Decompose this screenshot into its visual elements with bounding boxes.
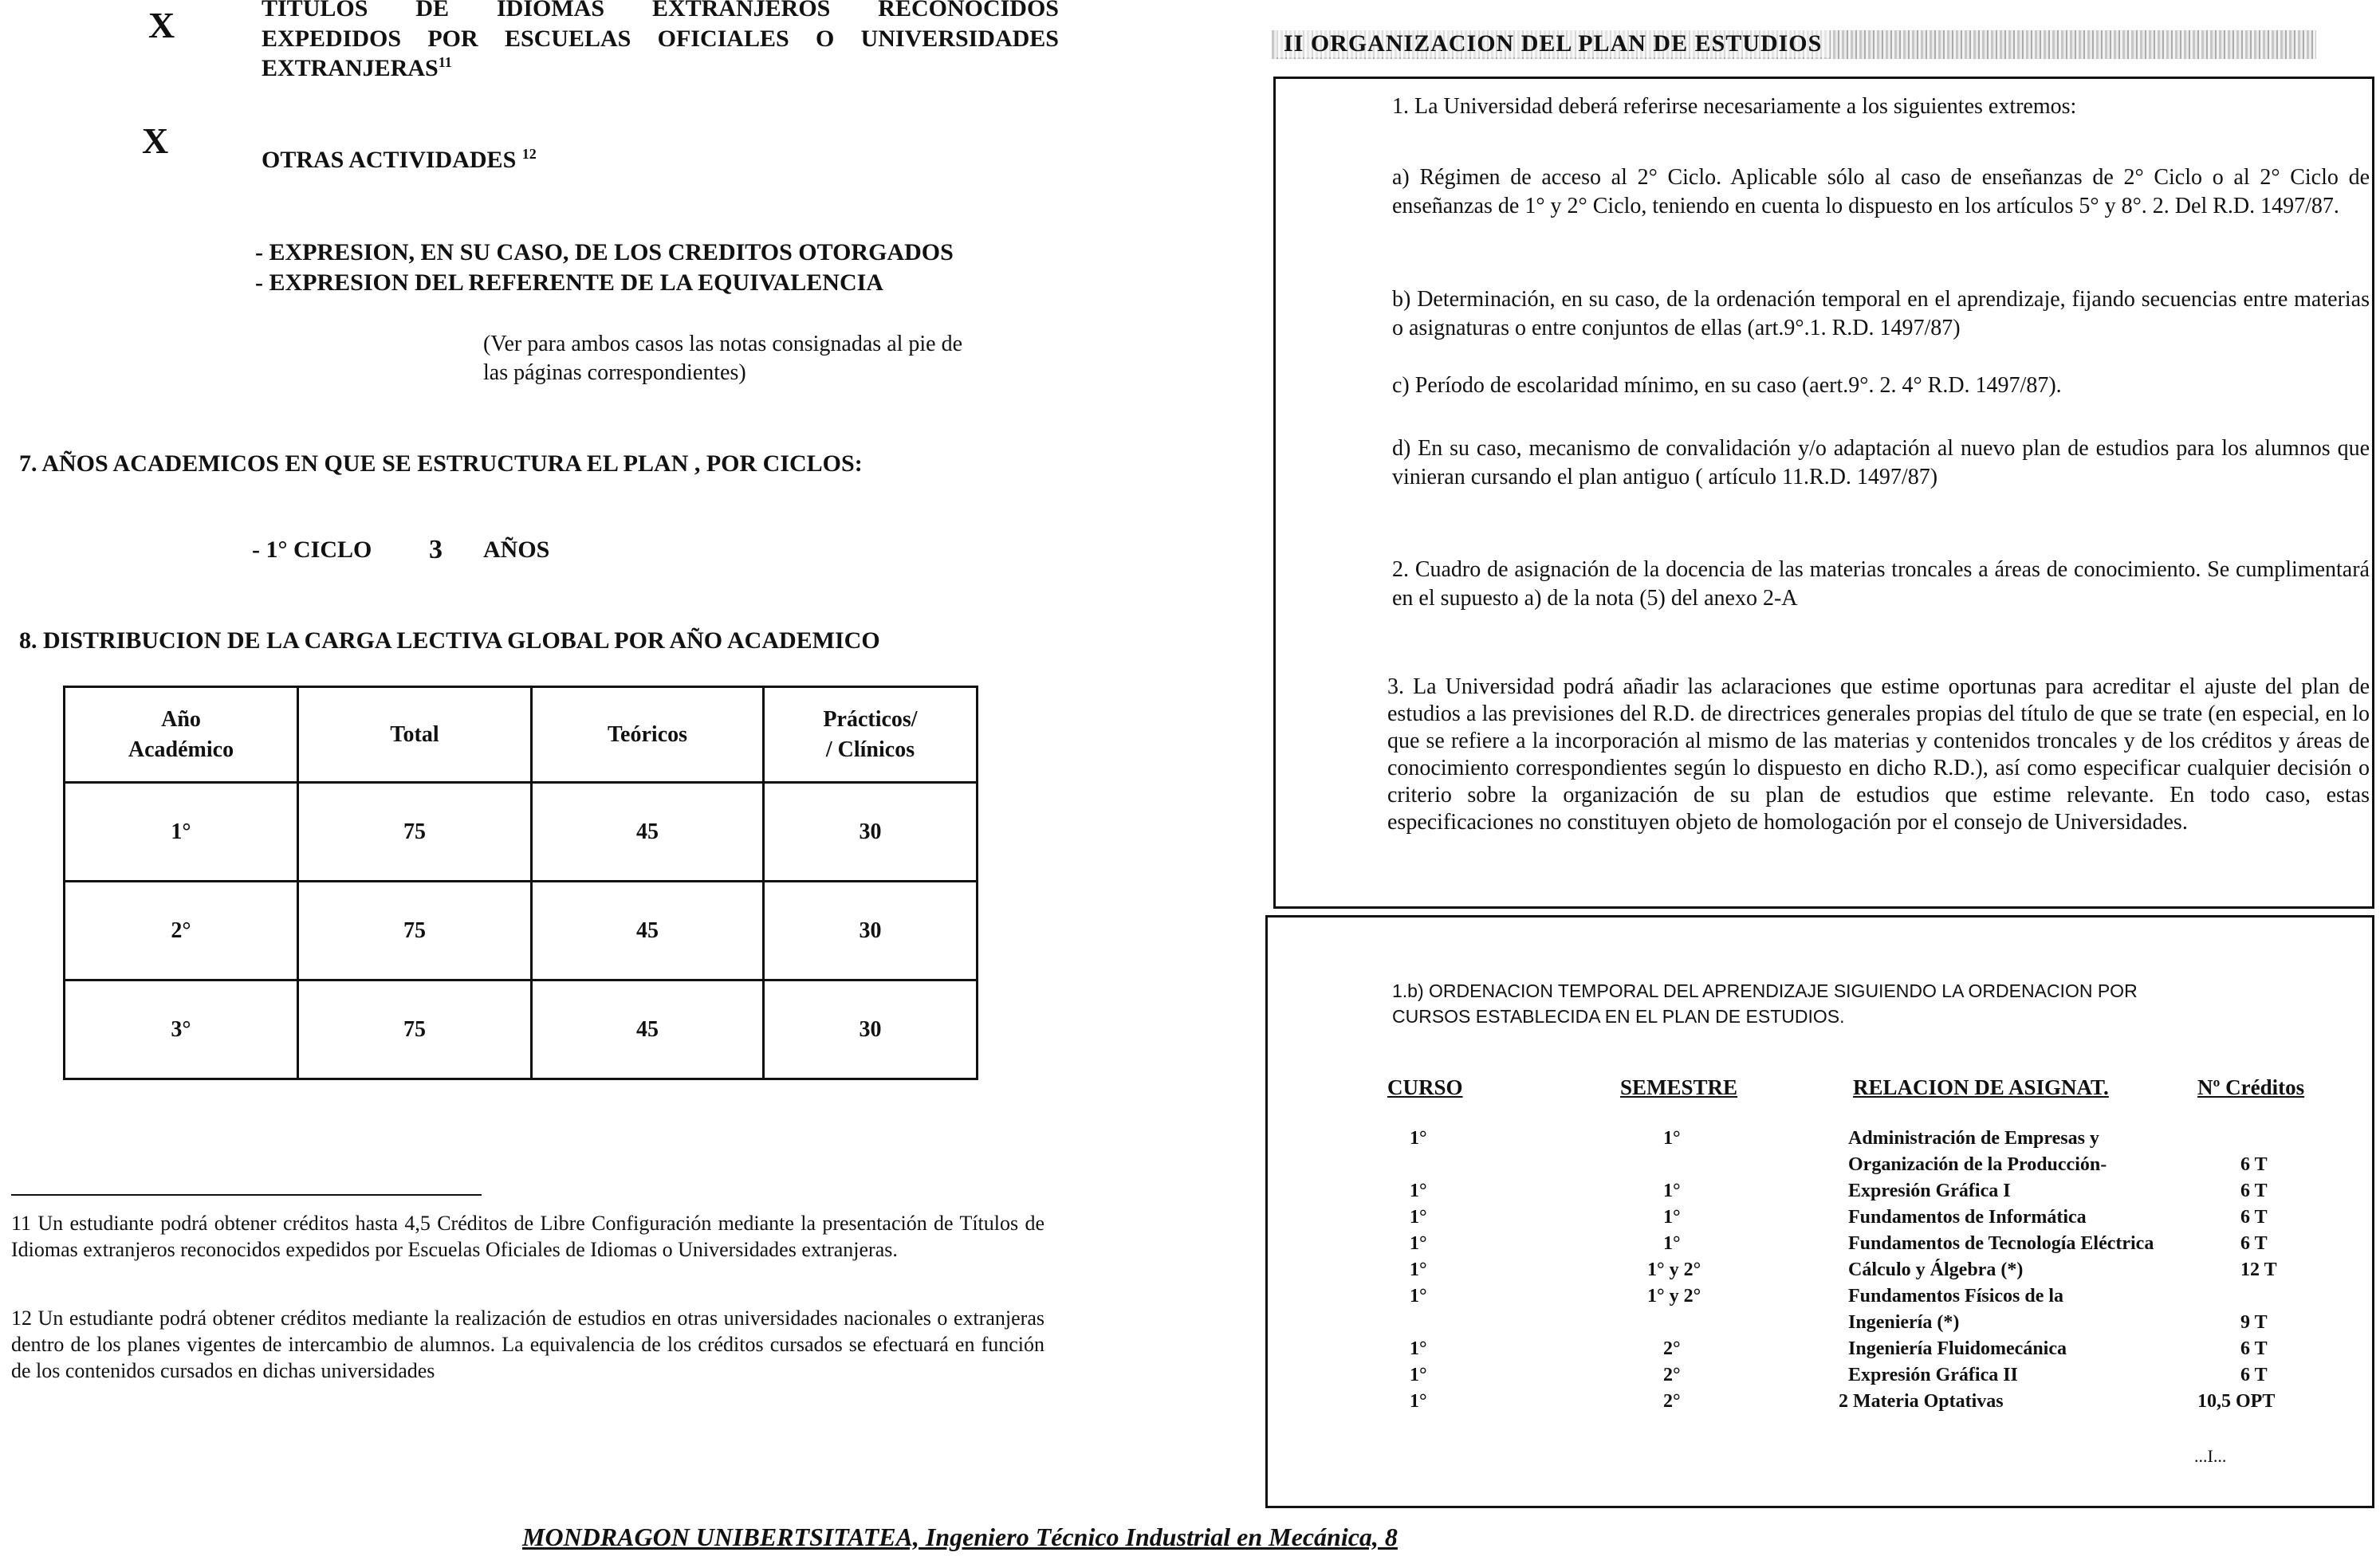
item-titulos-line3: EXTRANJERAS xyxy=(262,55,439,81)
column-header: Prácticos/ / Clínicos xyxy=(764,687,978,783)
footnote-ref-12: 12 xyxy=(521,146,537,162)
table-cell: 45 xyxy=(532,783,764,882)
table-cell: 75 xyxy=(298,980,532,1079)
row-creditos: 9 T xyxy=(2240,1312,2268,1333)
column-header: Teóricos xyxy=(532,687,764,783)
table-cell: 75 xyxy=(298,783,532,882)
row-semestre: 1° xyxy=(1663,1128,1681,1149)
paragraph-2: 2. Cuadro de asignación de la docencia de las materias troncales a áreas de conocimiento. Se cumplimentará en el supuesto a) de la nota (5) del anexo 2-A xyxy=(1392,557,2370,611)
bullet-list xyxy=(255,238,954,298)
table-cell: 30 xyxy=(764,980,978,1079)
ordenacion-title-line: CURSOS ESTABLECIDA EN EL PLAN DE ESTUDIOS. xyxy=(1392,1006,1845,1027)
column-header-creditos: Nº Créditos xyxy=(2197,1075,2305,1099)
table-cell: 45 xyxy=(532,980,764,1079)
continuation-mark: ...I... xyxy=(2194,1446,2227,1466)
row-asignatura: Fundamentos Físicos de la xyxy=(1848,1286,2064,1307)
paragraph-d: d) En su caso, mecanismo de convalidación y/o adaptación al nuevo plan de estudios para los alumnos que vinieran cursando el plan antiguo ( artículo 11.R.D. 1497/87) xyxy=(1392,436,2370,489)
footnote-12: 12 Un estudiante podrá obtener créditos mediante la realización de estudios en otras universidades nacionales o extranjeras dentro de los planes vigentes de intercambio de alumnos. La equivalencia de los créditos cursados se efectuará en función de los contenidos cursados en dichas universidades xyxy=(11,1307,1044,1382)
column-header-asignatura: RELACION DE ASIGNAT. xyxy=(1853,1075,2109,1099)
schedule-header xyxy=(1387,1075,2368,1099)
row-curso: 1° xyxy=(1410,1207,1427,1228)
paragraph-1: 1. La Universidad deberá referirse necesariamente a los siguientes extremos: xyxy=(1392,94,2077,119)
item-titulos-line2: EXPEDIDOS POR ESCUELAS OFICIALES O UNIVERSIDADES xyxy=(262,25,1059,52)
row-semestre: 2° xyxy=(1663,1365,1681,1385)
row-creditos: 6 T xyxy=(2240,1181,2268,1201)
row-asignatura: Fundamentos de Informática xyxy=(1848,1207,2087,1228)
row-asignatura: Cálculo y Álgebra (*) xyxy=(1848,1259,2024,1280)
row-asignatura: Administración de Empresas y xyxy=(1848,1128,2099,1149)
bullet-item: - EXPRESION DEL REFERENTE DE LA EQUIVALENCIA xyxy=(255,269,883,296)
row-asignatura: 2 Materia Optativas xyxy=(1839,1391,2004,1412)
section-header: II ORGANIZACION DEL PLAN DE ESTUDIOS xyxy=(1276,30,1830,57)
section-7-title: 7. AÑOS ACADEMICOS EN QUE SE ESTRUCTURA EL PLAN , POR CICLOS: xyxy=(19,450,863,477)
ver-note-line: las páginas correspondientes) xyxy=(483,360,746,385)
row-curso: 1° xyxy=(1410,1365,1427,1385)
ciclo-label: - 1° CICLO xyxy=(252,536,372,563)
bullet-item: - EXPRESION, EN SU CASO, DE LOS CREDITOS OTORGADOS xyxy=(255,239,954,265)
row-semestre: 1° xyxy=(1663,1181,1681,1201)
table-row xyxy=(65,980,978,1079)
row-semestre: 2° xyxy=(1663,1338,1681,1359)
row-semestre: 1° xyxy=(1663,1233,1681,1254)
row-curso: 1° xyxy=(1410,1286,1427,1307)
row-creditos: 12 T xyxy=(2240,1259,2277,1280)
row-creditos: 10,5 OPT xyxy=(2197,1391,2276,1412)
ordenacion-title xyxy=(1392,978,2138,1029)
row-asignatura: Ingeniería Fluidomecánica xyxy=(1848,1338,2067,1359)
row-curso: 1° xyxy=(1410,1233,1427,1254)
paragraph-b: b) Determinación, en su caso, de la ordenación temporal en el aprendizaje, fijando secuencias entre materias o asignaturas o entre conjuntos de ellas (art.9°.1. R.D. 1497/87) xyxy=(1392,287,2370,340)
row-asignatura: Expresión Gráfica I xyxy=(1848,1181,2011,1201)
row-creditos: 6 T xyxy=(2240,1365,2268,1385)
row-asignatura: Ingeniería (*) xyxy=(1848,1312,1960,1333)
item-otras-label: OTRAS ACTIVIDADES xyxy=(262,147,517,173)
row-curso: 1° xyxy=(1410,1128,1427,1149)
ciclo-value: 3 xyxy=(429,535,443,564)
table-cell: 2° xyxy=(65,882,298,980)
row-curso: 1° xyxy=(1410,1391,1427,1412)
footnote-divider xyxy=(11,1194,482,1196)
row-semestre: 1° y 2° xyxy=(1647,1286,1701,1307)
carga-lectiva-table xyxy=(63,686,978,1080)
ver-note xyxy=(483,330,962,387)
row-semestre: 1° y 2° xyxy=(1647,1259,1701,1280)
row-curso: 1° xyxy=(1410,1181,1427,1201)
row-asignatura: Fundamentos de Tecnología Eléctrica xyxy=(1848,1233,2154,1254)
column-header: Total xyxy=(298,687,532,783)
ciclo-unit: AÑOS xyxy=(483,536,550,563)
table-row xyxy=(65,882,978,980)
table-cell: 3° xyxy=(65,980,298,1079)
schedule-body xyxy=(1387,1128,2376,1431)
row-curso: 1° xyxy=(1410,1338,1427,1359)
check-mark-icon: X xyxy=(142,120,169,161)
page-footer: MONDRAGON UNIBERTSITATEA, Ingeniero Técnico Industrial en Mecánica, 8 xyxy=(522,1523,1398,1551)
section-8-title: 8. DISTRIBUCION DE LA CARGA LECTIVA GLOBAL POR AÑO ACADEMICO xyxy=(19,627,880,654)
footnote-ref-11: 11 xyxy=(438,54,452,70)
ordenacion-title-line: 1.b) ORDENACION TEMPORAL DEL APRENDIZAJE SIGUIENDO LA ORDENACION POR xyxy=(1392,980,2138,1001)
row-creditos: 6 T xyxy=(2240,1233,2268,1254)
row-curso: 1° xyxy=(1410,1259,1427,1280)
row-asignatura: Organización de la Producción- xyxy=(1848,1154,2107,1175)
table-cell: 30 xyxy=(764,882,978,980)
item-titulos-line1: TITULOS DE IDIOMAS EXTRANJEROS RECONOCIDOS xyxy=(262,0,1059,22)
table-row xyxy=(65,783,978,882)
column-header-curso: CURSO xyxy=(1387,1075,1463,1099)
row-creditos: 6 T xyxy=(2240,1207,2268,1228)
item-otras-actividades xyxy=(262,146,537,174)
column-header-semestre: SEMESTRE xyxy=(1620,1075,1738,1099)
row-creditos: 6 T xyxy=(2240,1338,2268,1359)
paragraph-3: 3. La Universidad podrá añadir las aclaraciones que estime oportunas para acreditar el ajuste del plan de estudios a las previsiones del R.D. de directrices generales propias del título de que se trate (en especial, en lo que se refiere a la incorporación al mismo de las materias y contenidos troncales y de los créditos y áreas de conocimiento correspondientes según lo dispuesto en dicho R.D.), así como especificar cualquier decisión o criterio sobre la organización de su plan de estudios que estime relevante. En todo caso, estas especificaciones no constituyen objeto de homologación por el consejo de Universidades. xyxy=(1387,674,2370,835)
item-titulos xyxy=(262,0,1059,84)
column-header: Año Académico xyxy=(65,687,298,783)
row-semestre: 2° xyxy=(1663,1391,1681,1412)
table-cell: 45 xyxy=(532,882,764,980)
table-cell: 1° xyxy=(65,783,298,882)
row-creditos: 6 T xyxy=(2240,1154,2268,1175)
table-cell: 75 xyxy=(298,882,532,980)
paragraph-c: c) Período de escolaridad mínimo, en su caso (aert.9°. 2. 4° R.D. 1497/87). xyxy=(1392,373,2062,398)
ver-note-line: (Ver para ambos casos las notas consignadas al pie de xyxy=(483,332,963,356)
footnote-11: 11 Un estudiante podrá obtener créditos hasta 4,5 Créditos de Libre Configuración mediante la presentación de Títulos de Idiomas extranjeros reconocidos expedidos por Escuelas Oficiales de Idiomas o Universidades extranjeras. xyxy=(11,1212,1044,1261)
table-cell: 30 xyxy=(764,783,978,882)
paragraph-a: a) Régimen de acceso al 2° Ciclo. Aplicable sólo al caso de enseñanzas de 2° Ciclo o al 2° Ciclo de enseñanzas de 1° y 2° Ciclo, teniendo en cuenta lo dispuesto en los artículos 5° y 8°. 2. Del R.D. 1497/87. xyxy=(1392,165,2370,218)
table-header-row xyxy=(65,687,978,783)
row-semestre: 1° xyxy=(1663,1207,1681,1228)
check-mark-icon: X xyxy=(148,5,175,45)
row-asignatura: Expresión Gráfica II xyxy=(1848,1365,2018,1385)
